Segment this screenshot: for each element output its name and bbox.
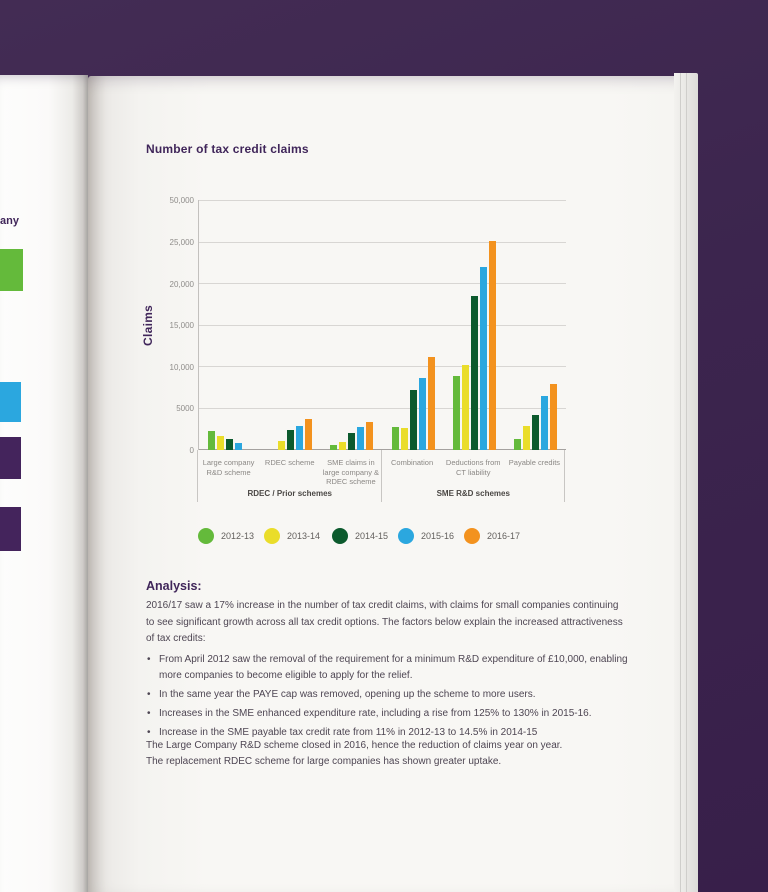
bar-2016-17-cat2 (366, 422, 373, 450)
closing-line: The replacement RDEC scheme for large companies has shown greater uptake. (146, 756, 502, 767)
blue-swatch (0, 382, 21, 422)
scheme-group-label: SME R&D schemes (436, 489, 510, 498)
y-tick-label: 5000 (176, 404, 194, 413)
bracket-line (197, 450, 198, 502)
legend-item-2014-15 (332, 528, 388, 544)
page-edge-stack (674, 73, 698, 892)
legend-color-dot (264, 528, 280, 544)
page-edge-line (686, 73, 687, 892)
analysis-bullet: • Increases in the SME enhanced expenditure rate, including a rise from 125% to 130% in 2015-16. (146, 706, 640, 722)
bar-2016-17-cat1 (305, 419, 312, 450)
legend-item-2015-16 (398, 528, 454, 544)
bar-2013-14-cat5 (523, 426, 530, 450)
bar-2015-16-cat5 (541, 396, 548, 450)
bar-2014-15-cat5 (532, 415, 539, 450)
bar-2013-14-cat3 (401, 428, 408, 450)
analysis-heading: Analysis: (146, 579, 202, 593)
legend-color-dot (332, 528, 348, 544)
legend-label: 2014-15 (355, 531, 389, 541)
y-tick-label: 0 (189, 445, 194, 455)
bar-2016-17-cat3 (428, 357, 435, 450)
gridline-25,000 (199, 242, 566, 243)
bracket-line (564, 450, 565, 502)
bracket-line (381, 450, 382, 502)
gridline-50,000 (199, 200, 566, 201)
legend-color-dot (198, 528, 214, 544)
analysis-bullet: • Increase in the SME payable tax credit rate from 11% in 2012-13 to 14.5% in 2014-15 (146, 725, 640, 741)
bar-2013-14-cat2 (339, 442, 346, 450)
closing-line: The Large Company R&D scheme closed in 2016, hence the reduction of claims year on year. (146, 740, 563, 751)
bar-2012-13-cat2 (330, 445, 337, 450)
analysis-bullet-list (146, 652, 640, 744)
category-label: Deductions from CT liability (445, 458, 501, 477)
legend-label: 2015-16 (421, 531, 455, 541)
legend-item-2012-13 (198, 528, 254, 544)
y-tick-label: 25,000 (169, 238, 194, 247)
plot-area (169, 196, 566, 455)
legend-label: 2012-13 (221, 531, 255, 541)
bar-2012-13-cat0 (208, 431, 215, 450)
y-tick-label: 15,000 (169, 321, 194, 330)
bar-2016-17-cat5 (550, 384, 557, 450)
legend-label: 2013-14 (287, 531, 321, 541)
bar-2014-15-cat4 (471, 296, 478, 450)
bar-2015-16-cat3 (419, 378, 426, 450)
category-label: SME claims in large company & RDEC scheme (322, 458, 380, 486)
gridline-5000 (199, 408, 566, 409)
bar-2015-16-cat1 (296, 426, 303, 450)
category-label: Large company R&D scheme (202, 458, 255, 477)
bar-2013-14-cat1 (278, 441, 285, 450)
bar-2015-16-cat4 (480, 267, 487, 450)
closing-paragraph (146, 738, 640, 770)
bar-2012-13-cat4 (453, 376, 460, 450)
chart-legend (198, 528, 638, 546)
purple-swatch (0, 507, 21, 551)
y-tick-label: 10,000 (169, 362, 194, 372)
purple-swatch (0, 437, 21, 479)
gridline-10,000 (199, 366, 566, 367)
analysis-intro: 2016/17 saw a 17% increase in the number of tax credit claims, with claims for small companies continuing to see significant growth across all tax credit options. The factors below explain the increased attractiveness of tax credits: (146, 600, 623, 644)
legend-item-2013-14 (264, 528, 320, 544)
gridline-20,000 (199, 283, 566, 284)
bar-2015-16-cat0 (235, 443, 242, 450)
bar-2012-13-cat3 (392, 427, 399, 450)
legend-color-dot (398, 528, 414, 544)
legend-color-dot (464, 528, 480, 544)
bar-2014-15-cat0 (226, 439, 233, 450)
bar-2015-16-cat2 (357, 427, 364, 450)
bar-2016-17-cat4 (489, 241, 496, 450)
page-edge-line (680, 73, 681, 892)
scheme-group-label: RDEC / Prior schemes (247, 489, 332, 498)
cutoff-word: any (0, 215, 19, 227)
analysis-bullet: • In the same year the PAYE cap was removed, opening up the scheme to more users. (146, 687, 640, 703)
legend-label: 2016-17 (487, 531, 521, 541)
category-label: Payable credits (508, 458, 561, 467)
category-label: RDEC scheme (264, 458, 315, 467)
analysis-bullet: • From April 2012 saw the removal of the requirement for a minimum R&D expenditure of £10,000, enabling more companies to become eligible to apply for the relief. (146, 652, 640, 684)
green-swatch (0, 249, 23, 291)
bar-2013-14-cat0 (217, 436, 224, 450)
bar-2014-15-cat1 (287, 430, 294, 450)
category-label: Combination (391, 458, 434, 467)
y-tick-label: 50,000 (169, 196, 194, 205)
gridline-0 (199, 449, 566, 450)
gridline-15,000 (199, 325, 566, 326)
page-title: Number of tax credit claims (146, 142, 309, 156)
legend-item-2016-17 (464, 528, 520, 544)
bar-2014-15-cat3 (410, 390, 417, 450)
y-tick-label: 20,000 (169, 279, 194, 289)
bar-2012-13-cat5 (514, 439, 521, 450)
left-page-sliver (0, 75, 88, 892)
bar-2013-14-cat4 (462, 365, 469, 450)
report-page (88, 76, 698, 892)
bar-2014-15-cat2 (348, 433, 355, 450)
y-axis-title: Claims (141, 304, 155, 346)
